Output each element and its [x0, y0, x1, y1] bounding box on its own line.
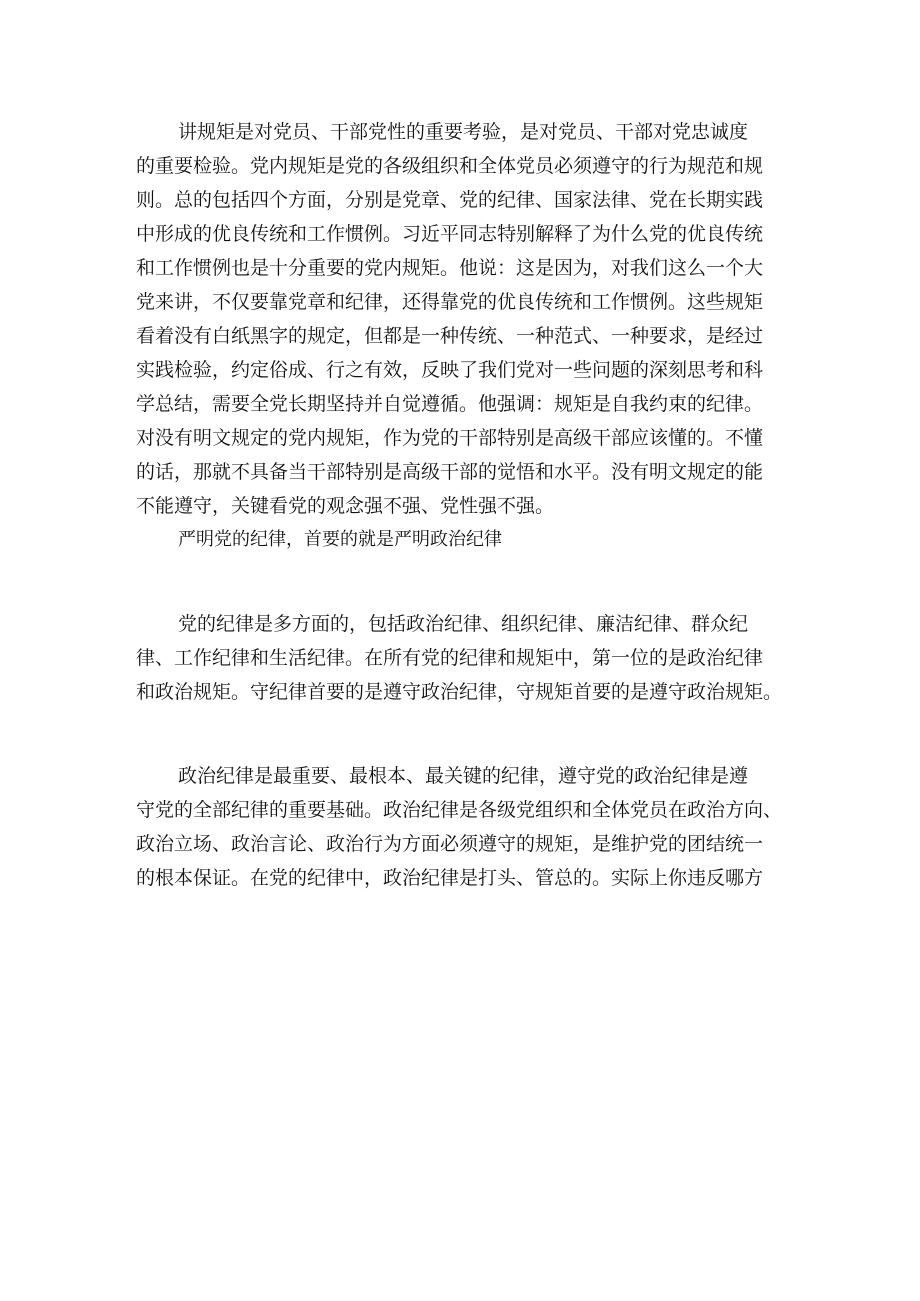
paragraph-line: 政治立场、政治言论、政治行为方面必须遵守的规矩，是维护党的团结统一	[136, 833, 764, 855]
paragraph-line: 讲规矩是对党员、干部党性的重要考验，是对党员、干部对党忠诚度	[178, 121, 749, 143]
paragraph-line: 学总结，需要全党长期坚持并自觉遵循。他强调：规矩是自我约束的纪律。	[136, 393, 764, 415]
paragraph-line: 的话，那就不具备当干部特别是高级干部的觉悟和水平。没有明文规定的能	[136, 461, 764, 483]
paragraph-line: 守党的全部纪律的重要基础。政治纪律是各级党组织和全体党员在政治方向、	[136, 799, 783, 821]
paragraph-line: 对没有明文规定的党内规矩，作为党的干部特别是高级干部应该懂的。不懂	[136, 427, 764, 449]
paragraph-line: 政治纪律是最重要、最根本、最关键的纪律，遵守党的政治纪律是遵	[178, 765, 749, 787]
paragraph-line: 的重要检验。党内规矩是党的各级组织和全体党员必须遵守的行为规范和规	[136, 155, 764, 177]
paragraph-line: 党来讲，不仅要靠党章和纪律，还得靠党的优良传统和工作惯例。这些规矩	[136, 291, 764, 313]
section-heading: 严明党的纪律，首要的就是严明政治纪律	[178, 529, 502, 550]
paragraph-line: 看着没有白纸黑字的规定，但都是一种传统、一种范式、一种要求，是经过	[136, 325, 764, 347]
paragraph-line: 党的纪律是多方面的，包括政治纪律、组织纪律、廉洁纪律、群众纪	[178, 613, 749, 635]
paragraph-line: 的根本保证。在党的纪律中，政治纪律是打头、管总的。实际上你违反哪方	[136, 867, 764, 889]
paragraph-line: 则。总的包括四个方面，分别是党章、党的纪律、国家法律、党在长期实践	[136, 189, 764, 211]
paragraph-line: 中形成的优良传统和工作惯例。习近平同志特别解释了为什么党的优良传统	[136, 223, 764, 245]
paragraph-line: 和政治规矩。守纪律首要的是遵守政治纪律，守规矩首要的是遵守政治规矩。	[136, 681, 783, 703]
paragraph-line: 不能遵守，关键看党的观念强不强、党性强不强。	[136, 495, 555, 517]
paragraph-line: 实践检验，约定俗成、行之有效，反映了我们党对一些问题的深刻思考和科	[136, 359, 764, 381]
paragraph-line: 和工作惯例也是十分重要的党内规矩。他说：这是因为，对我们这么一个大	[136, 257, 764, 279]
paragraph-line: 律、工作纪律和生活纪律。在所有党的纪律和规矩中，第一位的是政治纪律	[136, 647, 764, 669]
